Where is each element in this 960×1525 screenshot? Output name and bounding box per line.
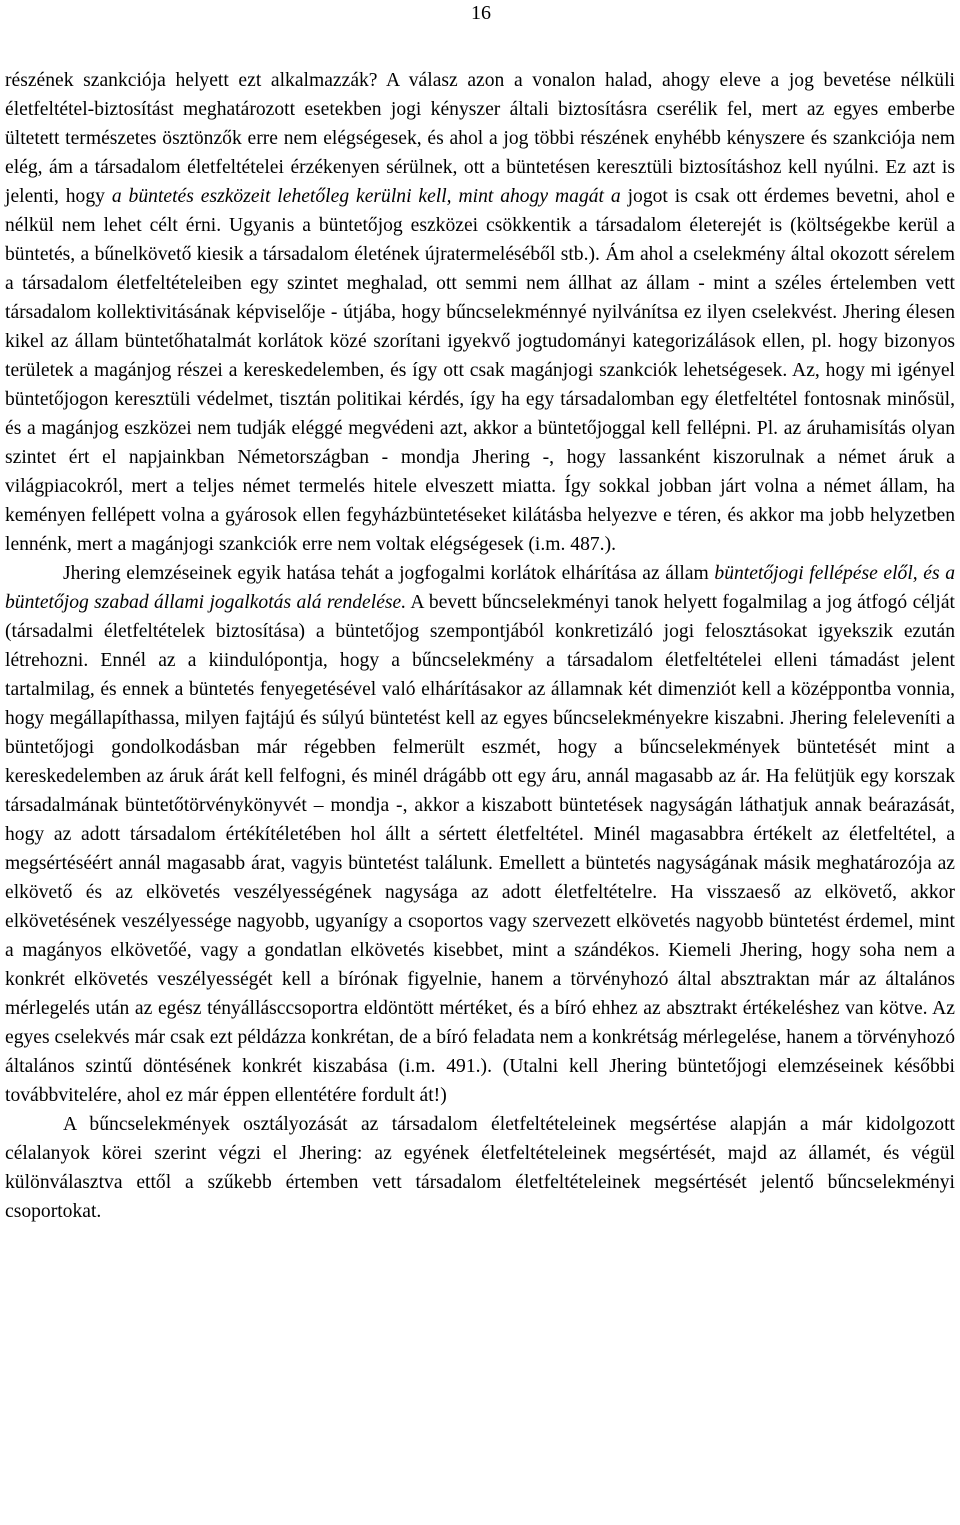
paragraph-3 [5,1110,955,1226]
text-run: A bevett bűncselekményi tanok helyett fogalmilag a jog átfogó célját (társadalmi életfeltételek biztosítása) a büntetőjog szempontjából konkretizáló jogi felosztásokat igyekszik ezután létrehozni. Ennél az a kiindulópontja, hogy a bűncselekmény a társadalom életfeltételei elleni támadást jelent tartalmilag, és ennek a büntetés fenyegetésével való elhárításakor az államnak két dimenziót kell a középpontba vonnia, hogy megállapíthassa, milyen fajtájú és súlyú büntetést kell az egyes bűncselekményekre kiszabni. Jhering feleleveníti a büntetőjogi gondolkodásban már régebben felmerült eszmét, hogy a bűncselekmények büntetését mint a kereskedelemben az áruk árát kell felfogni, és minél drágább ott egy áru, annál magasabb az ár. Ha felütjük egy korszak társadalmának büntetőtörvénykönyvét – mondja -, akkor a kiszabott büntetések nagyságán láthatjuk annak beárazását, hogy az adott társadalom értékítéletében hol állt a sértett életfeltétel. Minél magasabbra értékelt az életfeltétel, a megsértéséért annál magasabb árat, vagyis büntetést találunk. Emellett a büntetés nagyságának másik meghatározója az elkövető és az elkövetés veszélyességének nagysága az adott életfeltételre. Ha visszaeső az elkövető, akkor elkövetésének veszélyessége nagyobb, ugyanígy a csoportos vagy szervezett elkövetés nagyobb büntetést érdemel, mint a magányos elkövetőé, vagy a gondatlan elkövetés kisebbet, mint a szándékos. Kiemeli Jhering, hogy soha nem a konkrét elkövetés veszélyességét kell a bírónak figyelnie, hanem a törvényhozó által absztraktan már az általános mérlegelés után az egész tényállásccsoportra eldöntött mértéket, és a bíró ehhez az absztrakt értékeléshez van kötve. Az egyes cselekvés már csak ezt példázza konkrétan, de a bíró feladata nem a konkrétság mérlegelése, hanem a törvényhozó általános szintű döntésének konkrét kiszabása (i.m. 491.). (Utalni kell Jhering büntetőjogi elemzéseinek későbbi továbbvitelére, ahol ez már éppen ellentétére fordult át!) [5,592,955,1106]
italic-text-run: büntetőjogi fellépése elől, és a büntetőjog szabad állami jogalkotás alá rendelése. [5,563,956,613]
italic-text-run: a büntetés eszközeit lehetőleg kerülni kell, mint ahogy magát a [111,186,621,207]
paragraph-2 [5,559,955,1110]
page-body [5,66,955,1226]
text-run: A bűncselekmények osztályozását az társadalom életfeltételeinek megsértése alapján a már kidolgozott célalanyok körei szerint végzi el Jhering: az egyének életfeltételeinek megsértését, majd az államét, és végül különválasztva ettől a szűkebb értemben vett társadalom életfeltételeinek megsértését jelentő bűncselekményi csoportokat. [5,1114,955,1222]
paragraph-1 [5,66,955,559]
page-number: 16 [471,2,491,24]
text-run: részének szankciója helyett ezt alkalmazzák? A válasz azon a vonalon halad, ahogy eleve a jog bevetése nélküli életfeltétel-biztosítást meghatározott esetekben jogi kényszer általi biztosításra cserélik fel, mert az egyes emberbe ültetett természetes ösztönzők erre nem elégségesek, és ahol a jog többi részének enyhébb kényszere és szankciója nem elég, ám a társadalom életfeltételei érzékenyen sérülnek, ott a büntetésen keresztüli biztosításhoz kell nyúlni. Ez azt is jelenti, hogy [5,70,955,207]
text-run: Jhering elemzéseinek egyik hatása tehát a jogfogalmi korlátok elhárítása az állam [63,563,715,584]
text-run: jogot is csak ott érdemes bevetni, ahol e nélkül nem lehet célt érni. Ugyanis a büntetőjog eszközei csökkentik a társadalom életerejét is (költségekbe kerül a büntetés, a bűnelkövető kiesik a társadalom életének újratermeléséből stb.). Ám ahol a cselekmény által okozott sérelem a társadalom életfeltételeiben egy szintet meghalad, ott semmi nem állhat az állam - mint a széles értelemben vett társadalom kollektivitásának képviselője - útjába, hogy bűncselekménnyé nyilvánítsa ez ilyen cselekvést. Jhering élesen kikel az állam büntetőhatalmát korlátok közé szorítani igyekvő jogtudományi kategorizálások ellen, pl. hogy bizonyos területek a magánjog részei a kereskedelemben, és így ott csak magánjogi szankciók lehetségesek. Az, hogy mi igényel büntetőjogon keresztüli védelmet, tisztán politikai kérdés, így ha egy társadalomban egy életfeltétel fontosnak minősül, és a magánjog eszközei nem tudják eléggé megvédeni azt, akkor a büntetőjoggal kell fellépni. Pl. az áruhamisítás olyan szintet ért el napjainkban Németországban - mondja Jhering -, hogy lassanként kiszorulnak a német áruk a világpiacokról, mert a teljes német termelés hitele elveszett miatta. Így sokkal jobban járt volna a német állam, ha keményen fellépett volna a gyárosok ellen fegyházbüntetéseket kilátásba helyezve e téren, és akkor ma jobb helyzetben lennénk, mert a magánjogi szankciók erre nem voltak elégségesek (i.m. 487.). [5,186,955,555]
